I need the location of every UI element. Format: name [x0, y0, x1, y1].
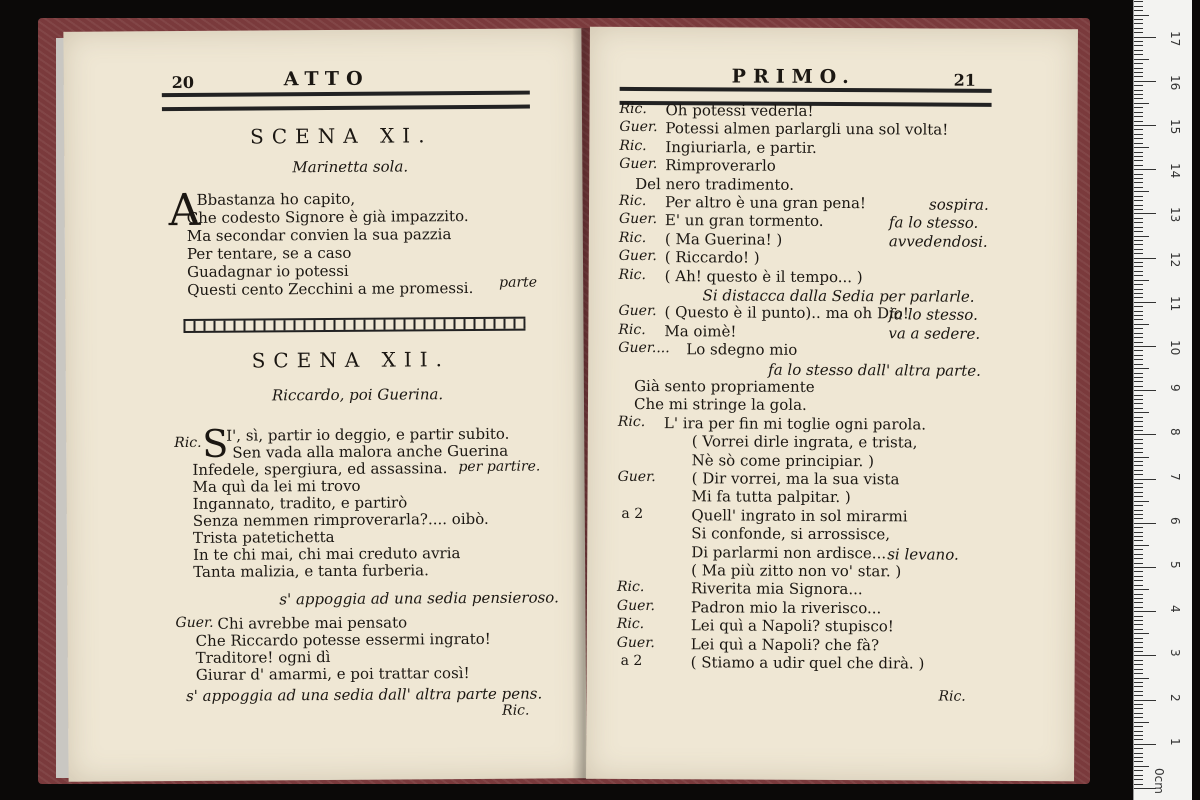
verse-line: Ma quì da lei mi trovo	[192, 476, 361, 496]
ruler-tick	[1134, 346, 1156, 347]
drop-cap-a: A	[168, 184, 201, 237]
verse-line: Che codesto Signore è già impazzito.	[186, 206, 469, 227]
ruler-tick	[1134, 461, 1143, 462]
ruler-tick	[1134, 624, 1143, 625]
stage-direction: Si distacca dalla Sedia per parlarle.	[702, 286, 975, 306]
ruler-tick	[1134, 726, 1143, 727]
ruler-tick	[1134, 45, 1143, 46]
ruler-tick	[1134, 545, 1149, 546]
dialogue-text: ( Questo è il punto).. ma oh Dio!	[664, 303, 909, 323]
ruler-tick	[1134, 417, 1143, 418]
ruler-tick	[1134, 682, 1143, 683]
ruler-tick	[1134, 527, 1143, 528]
verse-line: Bbastanza ho capito,	[196, 189, 356, 209]
stage-direction-parte: parte	[499, 274, 538, 291]
verse-line: I', sì, partir io deggio, e partir subito.	[226, 424, 510, 445]
dialogue-text: E' un gran tormento.	[664, 211, 824, 231]
ruler-tick	[1134, 518, 1143, 519]
running-head-left: ATTO	[283, 67, 370, 91]
dialogue-text: Nè sò come principiar. )	[691, 450, 875, 470]
ruler-tick	[1134, 421, 1143, 422]
stage-direction: fa lo stesso.	[888, 305, 978, 325]
ruler-tick	[1134, 713, 1143, 714]
ruler-tick	[1134, 567, 1156, 568]
ruler-tick	[1134, 381, 1143, 382]
ruler-tick	[1134, 594, 1143, 595]
ruler-tick	[1134, 262, 1143, 263]
ruler-tick	[1134, 10, 1143, 11]
ruler-tick	[1134, 76, 1143, 77]
ruler-tick	[1134, 633, 1149, 634]
ruler-tick	[1134, 700, 1156, 701]
ruler-tick	[1134, 399, 1143, 400]
right-page	[586, 27, 1078, 782]
ruler-tick	[1134, 492, 1143, 493]
ruler-tick	[1134, 169, 1156, 170]
verse-line: Traditore! ogni dì	[195, 647, 331, 667]
dialogue-text: ( Ma Guerina! )	[664, 229, 783, 249]
scene-11-persons: Marinetta sola.	[292, 157, 409, 177]
ruler-tick	[1134, 28, 1143, 29]
verse-line: Trista patetichetta	[192, 527, 335, 547]
page-number-right: 21	[953, 70, 977, 90]
ruler-tick	[1134, 240, 1143, 241]
ruler-number: 12	[1168, 251, 1182, 267]
speaker-guer: Guer.	[175, 614, 214, 632]
ruler-tick	[1134, 373, 1143, 374]
ruler-tick	[1134, 107, 1143, 108]
ruler-tick	[1134, 739, 1143, 740]
dialogue-text: ( Ma più zitto non vo' star. )	[691, 561, 902, 581]
direction-appoggia-2: s' appoggia ad una sedia dall' altra parte pens.	[185, 684, 543, 705]
ruler-tick	[1134, 116, 1143, 117]
stage-direction: fa lo stesso.	[888, 213, 979, 233]
ruler-tick	[1134, 355, 1143, 356]
ruler-tick	[1134, 218, 1143, 219]
ruler-tick	[1134, 651, 1143, 652]
ruler-number: 17	[1168, 30, 1182, 46]
ruler-tick	[1134, 448, 1143, 449]
ruler-tick	[1134, 253, 1143, 254]
ruler-tick	[1134, 678, 1149, 679]
ruler-tick	[1134, 775, 1143, 776]
ruler-tick	[1134, 598, 1143, 599]
verse-line: Che Riccardo potesse essermi ingrato!	[195, 629, 491, 650]
measuring-ruler	[1133, 0, 1192, 800]
ruler-tick	[1134, 359, 1143, 360]
direction-appoggia-1: s' appoggia ad una sedia pensieroso.	[279, 588, 559, 609]
ruler-tick	[1134, 563, 1143, 564]
ruler-tick	[1134, 284, 1143, 285]
ruler-tick	[1134, 638, 1143, 639]
ruler-tick	[1134, 510, 1143, 511]
stage-direction: fa lo stesso dall' altra parte.	[768, 360, 981, 380]
ruler-tick	[1134, 94, 1143, 95]
dialogue-text: Ma oimè!	[664, 321, 737, 341]
ruler-tick	[1134, 160, 1143, 161]
ruler-tick	[1134, 412, 1149, 413]
ruler-tick	[1134, 620, 1143, 621]
ruler-tick	[1134, 766, 1149, 767]
dialogue-text: Lo sdegno mio	[686, 340, 798, 360]
ruler-tick	[1134, 377, 1143, 378]
speaker-ric: Ric.	[174, 434, 202, 452]
ruler-tick	[1134, 205, 1143, 206]
ruler-tick	[1134, 443, 1143, 444]
ruler-tick	[1134, 748, 1143, 749]
verse-line: Guadagnar io potessi	[187, 261, 349, 281]
page-number-left: 20	[171, 72, 195, 93]
verse-line: In te chi mai, chi mai creduto avria	[192, 544, 461, 564]
ruler-tick	[1134, 23, 1143, 24]
ruler-tick	[1134, 514, 1143, 515]
ruler-tick	[1134, 227, 1143, 228]
verse-line: Ingannato, tradito, e partirò	[192, 493, 408, 513]
ruler-tick	[1134, 350, 1143, 351]
ruler-tick	[1134, 452, 1143, 453]
ruler-number: 8	[1168, 428, 1182, 437]
ruler-tick	[1134, 585, 1143, 586]
verse-line: Infedele, spergiura, ed assassina.	[192, 459, 448, 479]
ruler-tick	[1134, 328, 1143, 329]
dialogue-text: Lei quì a Napoli? che fà?	[690, 634, 880, 654]
ruler-tick	[1134, 602, 1143, 603]
ruler-tick	[1134, 669, 1143, 670]
ruler-tick	[1134, 68, 1143, 69]
ruler-tick	[1134, 474, 1143, 475]
scene-12-persons: Riccardo, poi Guerina.	[271, 385, 444, 405]
speaker-label: Ric.	[619, 137, 647, 154]
verse-line: Per tentare, se a caso	[186, 243, 352, 263]
ruler-tick	[1134, 386, 1143, 387]
ruler-tick	[1134, 532, 1143, 533]
ruler-tick	[1134, 731, 1143, 732]
dialogue-text: Padron mio la riverisco...	[690, 598, 882, 618]
ruler-tick	[1134, 395, 1143, 396]
ruler-tick	[1134, 98, 1143, 99]
ruler-tick	[1134, 479, 1156, 480]
ruler-tick	[1134, 306, 1143, 307]
ruler-tick	[1134, 165, 1143, 166]
ruler-tick	[1134, 258, 1156, 259]
dialogue-text: Di parlarmi non ardisce...	[691, 542, 887, 562]
speaker-label: a 2	[620, 652, 643, 670]
ruler-tick	[1134, 302, 1156, 303]
verse-line: Tanta malizia, e tanta furberia.	[193, 561, 429, 581]
scene-12-title: SCENA XII.	[251, 347, 451, 373]
ruler-number: 11	[1168, 295, 1182, 312]
ruler-tick	[1134, 244, 1143, 245]
scene-11-title: SCENA XI.	[250, 123, 433, 149]
ruler-tick	[1134, 576, 1143, 577]
ornament-divider	[183, 317, 525, 333]
dialogue-text: Potessi almen parlargli una sol volta!	[665, 119, 949, 139]
ruler-tick	[1134, 103, 1149, 104]
ruler-tick	[1134, 487, 1143, 488]
ruler-tick	[1134, 213, 1156, 214]
ruler-tick	[1134, 757, 1143, 758]
verse-line: Sen vada alla malora anche Guerina	[232, 441, 509, 462]
ruler-tick	[1134, 319, 1143, 320]
stage-direction: sospira.	[928, 195, 989, 214]
dialogue-text: ( Stiamo a udir quel che dirà. )	[690, 653, 925, 673]
ruler-tick	[1134, 333, 1143, 334]
dialogue-text: Lei quì a Napoli? stupisco!	[690, 616, 894, 636]
speaker-label: Ric.	[617, 413, 646, 430]
ruler-tick	[1134, 125, 1156, 126]
ruler-tick	[1134, 735, 1143, 736]
ruler-tick	[1134, 629, 1143, 630]
verse-line: Ma secondar convien la sua pazzia	[186, 225, 452, 245]
ruler-tick	[1134, 686, 1143, 687]
speaker-label: Ric.	[616, 616, 645, 633]
dialogue-text: Ingiuriarla, e partir.	[665, 137, 817, 157]
ruler-number: 1	[1168, 737, 1182, 746]
ruler-tick	[1134, 231, 1143, 232]
stage-direction: si levano.	[887, 544, 959, 564]
ruler-tick	[1134, 315, 1143, 316]
ruler-tick	[1134, 15, 1149, 16]
ruler-tick	[1134, 266, 1143, 267]
ruler-number: 7	[1168, 472, 1182, 481]
ruler-tick	[1134, 616, 1143, 617]
speaker-label: Ric.	[619, 100, 647, 118]
direction-per-partire: per partire.	[458, 458, 541, 476]
ruler-tick	[1134, 664, 1143, 665]
ruler-tick	[1134, 496, 1143, 497]
ruler-tick	[1134, 390, 1156, 391]
ruler-tick	[1134, 90, 1143, 91]
ruler-number: 13	[1168, 207, 1182, 223]
ruler-tick	[1134, 408, 1143, 409]
dialogue-text: ( Ah! questo è il tempo... )	[664, 266, 863, 286]
catchword-left: Ric.	[502, 702, 530, 719]
header-rule-left	[162, 91, 530, 112]
dialogue-text: Per altro è una gran pena!	[665, 193, 867, 213]
speaker-label: Guer....	[618, 340, 670, 357]
ruler-tick	[1134, 191, 1149, 192]
ruler-number: 3	[1168, 649, 1182, 658]
speaker-label: Guer.	[616, 597, 656, 614]
stage-direction: va a sedere.	[888, 324, 981, 343]
ruler-tick	[1134, 143, 1143, 144]
ruler-tick	[1134, 589, 1149, 590]
ruler-number: 5	[1168, 561, 1182, 569]
ruler-tick	[1134, 439, 1143, 440]
ruler-tick	[1134, 112, 1143, 113]
ruler-tick	[1134, 549, 1143, 550]
ruler-tick	[1134, 1, 1143, 2]
ruler-tick	[1134, 249, 1143, 250]
ruler-tick	[1134, 779, 1143, 780]
dialogue-text: Già sento propriamente	[634, 376, 815, 396]
ruler-tick	[1134, 744, 1156, 745]
ruler-tick	[1134, 426, 1143, 427]
ruler-tick	[1134, 761, 1143, 762]
speaker-label: Guer.	[618, 211, 658, 228]
dialogue-text: Quell' ingrato in sol mirarmi	[691, 506, 908, 526]
ruler-number: 14	[1168, 163, 1182, 179]
ruler-tick	[1134, 465, 1143, 466]
ruler-tick	[1134, 156, 1143, 157]
ruler-tick	[1134, 174, 1143, 175]
speaker-label: Guer.	[616, 634, 655, 651]
ruler-tick	[1134, 37, 1156, 38]
ruler-tick	[1134, 364, 1143, 365]
ruler-tick	[1134, 182, 1143, 183]
ruler-tick	[1134, 178, 1143, 179]
catchword-right: Ric.	[938, 688, 966, 705]
dialogue-text: Oh potessi vederla!	[665, 101, 814, 120]
ruler-tick	[1134, 571, 1143, 572]
ruler-tick	[1134, 81, 1156, 82]
stage-direction: avvedendosi.	[888, 232, 988, 251]
ruler-tick	[1134, 642, 1143, 643]
speaker-label: Guer.	[618, 248, 657, 265]
ruler-tick	[1134, 717, 1143, 718]
ruler-tick	[1134, 554, 1143, 555]
ruler-tick	[1134, 200, 1143, 201]
ruler-tick	[1134, 430, 1143, 431]
ruler-number: 16	[1168, 74, 1182, 91]
ruler-number: 15	[1168, 119, 1182, 135]
speaker-label: Ric.	[618, 266, 647, 283]
speaker-label: Ric.	[619, 192, 647, 210]
speaker-label: Guer.	[617, 468, 656, 486]
ruler-tick	[1134, 691, 1143, 692]
ruler-tick	[1134, 655, 1156, 656]
ruler-tick	[1134, 196, 1143, 197]
ruler-tick	[1134, 704, 1143, 705]
ruler-tick	[1134, 222, 1143, 223]
ruler-number: 10	[1168, 340, 1182, 356]
ruler-tick	[1134, 297, 1143, 298]
ruler-tick	[1134, 50, 1143, 51]
speaker-label: Ric.	[618, 229, 647, 246]
ruler-tick	[1134, 275, 1143, 276]
ruler-tick	[1134, 147, 1149, 148]
ruler-tick	[1134, 236, 1149, 237]
ruler-tick	[1134, 289, 1143, 290]
ruler-tick	[1134, 138, 1143, 139]
ruler-tick	[1134, 558, 1143, 559]
ruler-number: 9	[1168, 384, 1182, 392]
speaker-label: Ric.	[616, 579, 645, 596]
ruler-tick	[1134, 540, 1143, 541]
ruler-tick	[1134, 187, 1143, 188]
dialogue-text: Mi fa tutta palpitar. )	[691, 487, 851, 507]
verse-line: Giurar d' amarmi, e poi trattar così!	[195, 663, 470, 684]
ruler-tick	[1134, 695, 1143, 696]
ruler-tick	[1134, 6, 1143, 7]
verse-line: Questi cento Zecchini a me promessi.	[187, 278, 474, 299]
ruler-tick	[1134, 209, 1143, 210]
ruler-tick	[1134, 337, 1143, 338]
ruler-tick	[1134, 72, 1143, 73]
verse-line: Senza nemmen rimproverarla?.... oibò.	[192, 509, 489, 530]
running-head-right: PRIMO.	[731, 65, 856, 89]
ruler-tick	[1134, 536, 1143, 537]
ruler-tick	[1134, 607, 1143, 608]
ruler-tick	[1134, 470, 1143, 471]
ruler-tick	[1134, 457, 1149, 458]
dialogue-text: Si confonde, si arrossisce,	[691, 524, 891, 544]
ruler-tick	[1134, 501, 1149, 502]
ruler-tick	[1134, 611, 1156, 612]
ruler-tick	[1134, 770, 1143, 771]
speaker-label: Guer.	[619, 156, 658, 173]
ruler-tick	[1134, 660, 1143, 661]
ruler-tick	[1134, 19, 1143, 20]
ruler-tick	[1134, 280, 1149, 281]
ruler-tick	[1134, 403, 1143, 404]
ruler-tick	[1134, 32, 1143, 33]
ruler-tick	[1134, 41, 1143, 42]
ruler-tick	[1134, 505, 1143, 506]
ruler-tick	[1134, 63, 1143, 64]
ruler-tick	[1134, 129, 1143, 130]
ruler-tick	[1134, 59, 1149, 60]
ruler-tick	[1134, 368, 1149, 369]
ruler-tick	[1134, 152, 1143, 153]
ruler-tick	[1134, 54, 1143, 55]
ruler-tick	[1134, 708, 1143, 709]
ruler-tick	[1134, 134, 1143, 135]
ruler-unit-label: 0cm	[1152, 768, 1166, 794]
ruler-tick	[1134, 121, 1143, 122]
dialogue-text: ( Vorrei dirle ingrata, e trista,	[691, 432, 918, 452]
speaker-label: Guer.	[619, 119, 658, 136]
ruler-number: 4	[1168, 605, 1182, 613]
dialogue-text: ( Riccardo! )	[664, 248, 760, 267]
ruler-tick	[1134, 342, 1143, 343]
ruler-tick	[1134, 85, 1143, 86]
drop-cap-s: S	[202, 421, 229, 466]
dialogue-text: ( Dir vorrei, ma la sua vista	[691, 469, 900, 489]
dialogue-text: Rimproverarlo	[665, 156, 776, 175]
ruler-tick	[1134, 434, 1156, 435]
ruler-tick	[1134, 271, 1143, 272]
ruler-tick	[1134, 722, 1149, 723]
ruler-number: 2	[1168, 693, 1182, 702]
left-page	[63, 28, 586, 782]
speaker-label: a 2	[621, 505, 644, 522]
ruler-tick	[1134, 784, 1143, 785]
dialogue-text: Riverita mia Signora...	[690, 579, 863, 599]
ruler-tick	[1134, 673, 1143, 674]
ruler-number: 6	[1168, 516, 1182, 525]
ruler-tick	[1134, 523, 1156, 524]
speaker-label: Ric.	[618, 321, 646, 338]
ruler-tick	[1134, 324, 1149, 325]
ruler-tick	[1134, 580, 1143, 581]
ruler-tick	[1134, 293, 1143, 294]
verse-line: Chi avrebbe mai pensato	[217, 613, 408, 633]
ruler-tick	[1134, 311, 1143, 312]
speaker-label: Guer.	[618, 303, 657, 320]
dialogue-text: L' ira per fin mi toglie ogni parola.	[663, 413, 927, 434]
ruler-tick	[1134, 483, 1143, 484]
ruler-tick	[1134, 647, 1143, 648]
dialogue-text: Che mi stringe la gola.	[633, 395, 807, 415]
dialogue-text: Del nero tradimento.	[635, 174, 795, 194]
ruler-tick	[1134, 753, 1143, 754]
